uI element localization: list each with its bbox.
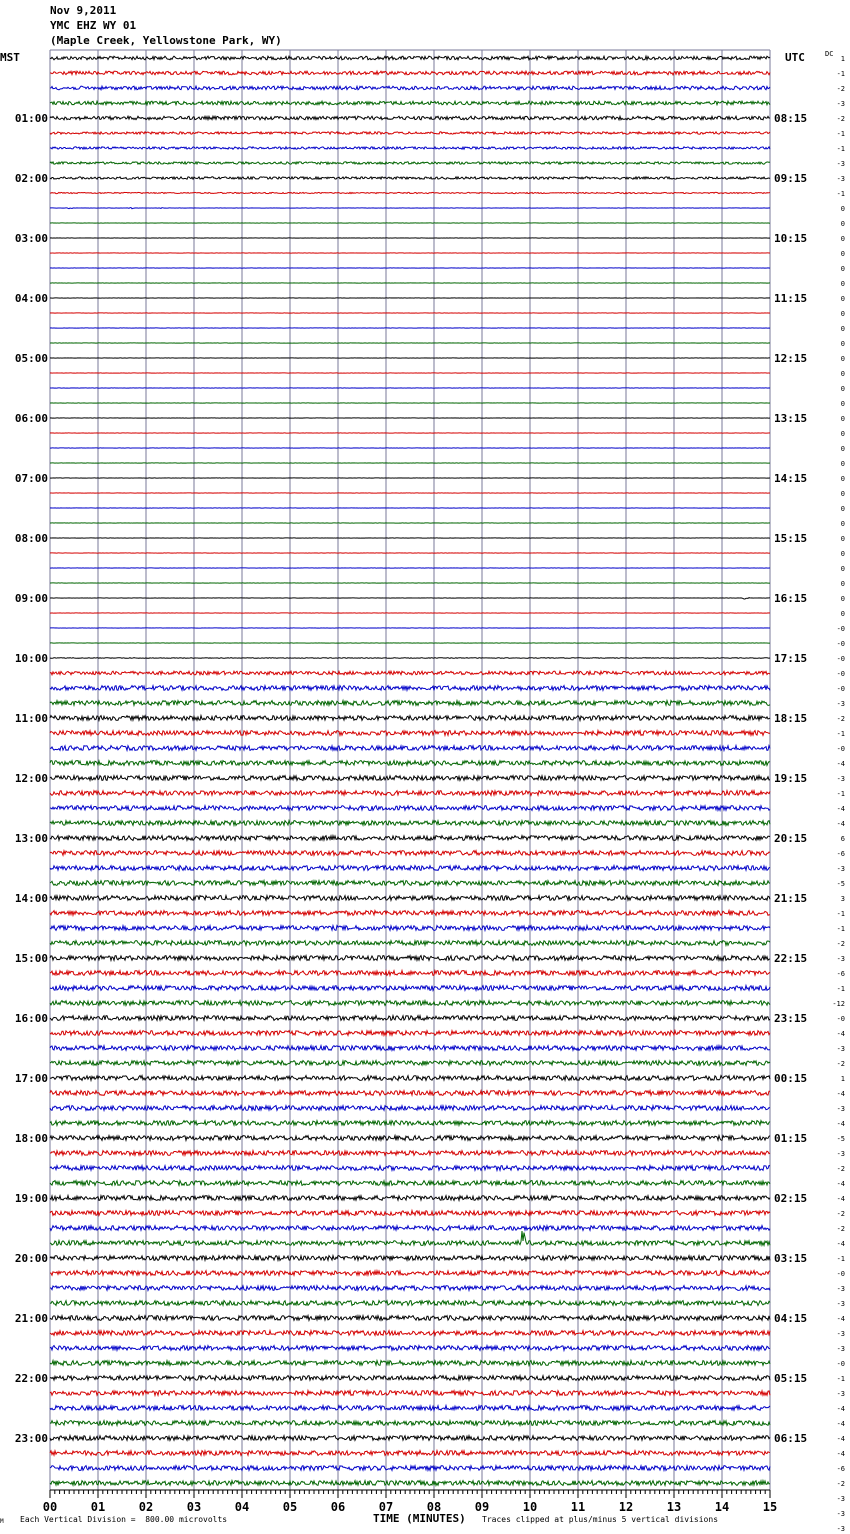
x-tick-label: 09: [474, 1500, 490, 1514]
seismic-trace: [50, 941, 770, 946]
x-tick-label: 14: [714, 1500, 730, 1514]
dc-offset-label: 0: [840, 430, 845, 438]
dc-offset-label: -1: [836, 190, 845, 198]
seismic-trace: [50, 162, 770, 164]
seismic-trace: [50, 1406, 770, 1411]
seismic-trace: [50, 1256, 770, 1261]
seismic-trace: [50, 1151, 770, 1156]
dc-offset-label: -4: [836, 1450, 845, 1458]
dc-offset-label: 0: [840, 400, 845, 408]
seismic-trace: [50, 1301, 770, 1306]
dc-offset-label: -12: [832, 1000, 845, 1008]
dc-offset-label: -3: [836, 1300, 845, 1308]
dc-offset-label: -4: [836, 1180, 845, 1188]
utc-hour-label: 17:15: [774, 652, 808, 665]
station-location: (Maple Creek, Yellowstone Park, WY): [50, 34, 282, 47]
x-tick-label: 08: [426, 1500, 442, 1514]
seismic-trace: [50, 1121, 770, 1126]
utc-hour-label: 03:15: [774, 1252, 808, 1265]
dc-offset-label: -4: [836, 1120, 845, 1128]
mst-hour-label: 06:00: [14, 412, 48, 425]
dc-offset-label: 0: [840, 205, 845, 213]
seismic-trace: [50, 1271, 770, 1276]
dc-offset-label: -3: [836, 160, 845, 168]
seismic-trace: [50, 1091, 770, 1096]
mst-hour-label: 07:00: [14, 472, 48, 485]
seismic-trace: [50, 851, 770, 856]
utc-hour-label: 11:15: [774, 292, 808, 305]
seismic-trace: [50, 1346, 770, 1351]
utc-hour-label: 13:15: [774, 412, 808, 425]
mst-hour-label: 22:00: [14, 1372, 48, 1385]
dc-offset-label: -4: [836, 1090, 845, 1098]
mst-hour-label: 08:00: [14, 532, 48, 545]
dc-offset-label: -3: [836, 1390, 845, 1398]
x-tick-label: 10: [522, 1500, 538, 1514]
seismic-trace: [50, 746, 770, 751]
seismic-trace: [50, 208, 770, 209]
dc-offset-label: -3: [836, 1525, 845, 1533]
utc-hour-label: 18:15: [774, 712, 808, 725]
clip-note: Traces clipped at plus/minus 5 vertical divisions: [482, 1515, 719, 1524]
seismic-trace: [50, 1076, 770, 1081]
x-tick-label: 04: [234, 1500, 250, 1514]
seismic-trace: [50, 1106, 770, 1111]
seismic-trace: [50, 1451, 770, 1456]
mst-hour-label: 09:00: [14, 592, 48, 605]
dc-offset-label: -0: [836, 685, 845, 693]
dc-offset-label: 3: [840, 895, 845, 903]
utc-hour-label: 09:15: [774, 172, 808, 185]
seismic-trace: [50, 716, 770, 721]
seismic-trace: [50, 147, 770, 149]
dc-offset-label: -2: [836, 1225, 845, 1233]
dc-offset-label: -4: [836, 820, 845, 828]
x-tick-label: 05: [282, 1500, 298, 1514]
dc-offset-label: 0: [840, 520, 845, 528]
scale-note: Each Vertical Division = 800.00 microvolts: [20, 1515, 228, 1524]
mst-axis-label: MST: [0, 51, 20, 64]
dc-offset-label: -4: [836, 1030, 845, 1038]
seismic-trace: [50, 1166, 770, 1171]
dc-offset-label: 0: [840, 280, 845, 288]
x-tick-label: 07: [378, 1500, 394, 1514]
dc-offset-label: 0: [840, 355, 845, 363]
seismic-trace: [50, 177, 770, 179]
seismic-trace: [50, 896, 770, 901]
x-tick-label: 15: [762, 1500, 778, 1514]
seismic-trace: [50, 192, 770, 193]
dc-offset-label: 0: [840, 445, 845, 453]
mst-hour-label: 10:00: [14, 652, 48, 665]
utc-hour-label: 23:15: [774, 1012, 808, 1025]
x-axis-title: TIME (MINUTES): [373, 1512, 466, 1525]
utc-hour-label: 04:15: [774, 1312, 808, 1325]
seismic-trace: [50, 1136, 770, 1141]
mst-hour-label: 14:00: [14, 892, 48, 905]
dc-offset-label: 1: [840, 55, 845, 63]
dc-offset-label: -3: [836, 1495, 845, 1503]
seismic-trace: [50, 1436, 770, 1441]
seismic-trace: [50, 1061, 770, 1066]
station-code: YMC EHZ WY 01: [50, 19, 137, 32]
dc-offset-label: 0: [840, 505, 845, 513]
mst-hour-label: 12:00: [14, 772, 48, 785]
dc-offset-label: -1: [836, 130, 845, 138]
seismic-trace: [50, 866, 770, 871]
seismic-trace: [50, 986, 770, 991]
dc-offset-label: -3: [836, 1285, 845, 1293]
dc-offset-label: 0: [840, 295, 845, 303]
dc-offset-label: 0: [840, 325, 845, 333]
utc-hour-label: 12:15: [774, 352, 808, 365]
seismic-trace: [50, 1211, 770, 1216]
dc-offset-label: -0: [836, 1270, 845, 1278]
dc-offset-label: -0: [836, 745, 845, 753]
seismic-trace: [50, 132, 770, 134]
dc-offset-label: -3: [836, 1105, 845, 1113]
seismic-trace: [50, 821, 770, 826]
dc-offset-label: 0: [840, 265, 845, 273]
dc-offset-label: -1: [836, 925, 845, 933]
utc-hour-label: 14:15: [774, 472, 808, 485]
dc-offset-label: 0: [840, 310, 845, 318]
mst-hour-label: 16:00: [14, 1012, 48, 1025]
seismic-trace: [50, 1001, 770, 1006]
seismic-trace: [50, 1046, 770, 1051]
dc-offset-label: -4: [836, 1315, 845, 1323]
seismic-trace: [50, 71, 770, 75]
mst-hour-label: 04:00: [14, 292, 48, 305]
dc-offset-label: 0: [840, 250, 845, 258]
dc-offset-label: -3: [836, 1150, 845, 1158]
seismic-trace: [50, 731, 770, 736]
dc-offset-label: -1: [836, 1375, 845, 1383]
seismic-trace: [50, 1376, 770, 1381]
mst-hour-label: 13:00: [14, 832, 48, 845]
dc-offset-label: 0: [840, 550, 845, 558]
dc-offset-label: -3: [836, 100, 845, 108]
dc-offset-label: -4: [836, 1405, 845, 1413]
dc-offset-label: 0: [840, 460, 845, 468]
dc-label: DC: [825, 50, 834, 58]
seismic-trace: [50, 1231, 770, 1245]
dc-offset-label: 0: [840, 415, 845, 423]
mst-hour-label: 18:00: [14, 1132, 48, 1145]
plot-date: Nov 9,2011: [50, 4, 117, 17]
mst-hour-label: 19:00: [14, 1192, 48, 1205]
seismic-trace: [50, 1016, 770, 1021]
dc-offset-label: -1: [836, 790, 845, 798]
dc-offset-label: 0: [840, 235, 845, 243]
dc-offset-label: -2: [836, 85, 845, 93]
seismic-trace: [50, 1331, 770, 1336]
seismic-trace: [50, 671, 770, 675]
seismic-trace: [50, 911, 770, 916]
x-tick-label: 06: [330, 1500, 346, 1514]
seismic-trace: [50, 1316, 770, 1321]
dc-offset-label: -6: [836, 970, 845, 978]
dc-offset-label: -1: [836, 145, 845, 153]
mst-hour-label: 01:00: [14, 112, 48, 125]
x-tick-label: 00: [42, 1500, 58, 1514]
dc-offset-label: -4: [836, 1195, 845, 1203]
utc-hour-label: 16:15: [774, 592, 808, 605]
seismic-trace: [50, 761, 770, 766]
dc-offset-label: 0: [840, 490, 845, 498]
dc-offset-label: 6: [840, 835, 845, 843]
mst-hour-label: 03:00: [14, 232, 48, 245]
dc-offset-label: -2: [836, 115, 845, 123]
dc-offset-label: -3: [836, 865, 845, 873]
mst-hour-label: 15:00: [14, 952, 48, 965]
seismic-trace: [50, 1226, 770, 1231]
seismic-trace: [50, 1421, 770, 1426]
dc-offset-label: -2: [836, 1165, 845, 1173]
dc-offset-label: 0: [840, 220, 845, 228]
x-tick-label: 02: [138, 1500, 154, 1514]
utc-axis-label: UTC: [785, 51, 805, 64]
dc-offset-label: -3: [836, 1330, 845, 1338]
seismic-trace: [50, 971, 770, 976]
dc-offset-label: -1: [836, 1255, 845, 1263]
dc-offset-label: -0: [836, 1015, 845, 1023]
utc-hour-label: 20:15: [774, 832, 808, 845]
dc-offset-label: -4: [836, 760, 845, 768]
dc-offset-label: 0: [840, 610, 845, 618]
dc-offset-label: -0: [836, 625, 845, 633]
seismic-trace: [50, 806, 770, 811]
mst-hour-label: 11:00: [14, 712, 48, 725]
seismic-trace: [50, 1361, 770, 1366]
seismic-trace: [50, 1466, 770, 1471]
mst-hour-label: 21:00: [14, 1312, 48, 1325]
seismic-trace: [50, 86, 770, 90]
seismic-trace: [50, 701, 770, 706]
seismic-trace: [50, 1031, 770, 1036]
seismic-trace: [50, 956, 770, 961]
seismic-trace: [50, 1391, 770, 1396]
seismic-trace: [50, 926, 770, 931]
utc-hour-label: 01:15: [774, 1132, 808, 1145]
dc-offset-label: -4: [836, 805, 845, 813]
dc-offset-label: -2: [836, 1480, 845, 1488]
dc-offset-label: 1: [840, 1075, 845, 1083]
dc-offset-label: -0: [836, 670, 845, 678]
dc-offset-label: -3: [836, 175, 845, 183]
mst-hour-label: 17:00: [14, 1072, 48, 1085]
dc-offset-label: -5: [836, 1135, 845, 1143]
dc-offset-label: 0: [840, 580, 845, 588]
dc-offset-label: -4: [836, 1240, 845, 1248]
dc-offset-label: 0: [840, 340, 845, 348]
seismic-trace: [50, 1481, 770, 1486]
seismic-trace: [50, 658, 770, 659]
dc-offset-label: -3: [836, 955, 845, 963]
utc-hour-label: 22:15: [774, 952, 808, 965]
utc-hour-label: 15:15: [774, 532, 808, 545]
dc-offset-label: -5: [836, 880, 845, 888]
dc-offset-label: -0: [836, 1360, 845, 1368]
dc-offset-label: 0: [840, 595, 845, 603]
dc-offset-label: -0: [836, 640, 845, 648]
dc-offset-label: -6: [836, 1465, 845, 1473]
dc-offset-label: -1: [836, 70, 845, 78]
utc-hour-label: 06:15: [774, 1432, 808, 1445]
dc-offset-label: -2: [836, 1060, 845, 1068]
seismic-trace: [50, 101, 770, 105]
dc-offset-label: -2: [836, 940, 845, 948]
dc-offset-label: -3: [836, 1045, 845, 1053]
seismic-trace: [50, 1196, 770, 1201]
x-tick-label: 03: [186, 1500, 202, 1514]
dc-offset-label: -2: [836, 1210, 845, 1218]
seismic-trace: [50, 116, 770, 120]
dc-offset-label: -3: [836, 1345, 845, 1353]
seismic-trace: [50, 776, 770, 781]
dc-offset-label: -1: [836, 730, 845, 738]
dc-offset-label: 0: [840, 475, 845, 483]
dc-offset-label: -3: [836, 775, 845, 783]
seismic-trace: [50, 791, 770, 796]
x-tick-label: 13: [666, 1500, 682, 1514]
seismic-trace: [50, 881, 770, 886]
seismic-trace: [50, 836, 770, 841]
seismic-trace: [50, 56, 770, 60]
utc-hour-label: 08:15: [774, 112, 808, 125]
x-tick-label: 01: [90, 1500, 106, 1514]
x-tick-label: 12: [618, 1500, 634, 1514]
dc-offset-label: -0: [836, 655, 845, 663]
dc-offset-label: -3: [836, 1510, 845, 1518]
mst-hour-label: 23:00: [14, 1432, 48, 1445]
dc-offset-label: 0: [840, 535, 845, 543]
dc-offset-label: 0: [840, 385, 845, 393]
utc-hour-label: 21:15: [774, 892, 808, 905]
dc-offset-label: 0: [840, 370, 845, 378]
utc-hour-label: 00:15: [774, 1072, 808, 1085]
dc-offset-label: -3: [836, 700, 845, 708]
utc-hour-label: 19:15: [774, 772, 808, 785]
dc-offset-label: -1: [836, 910, 845, 918]
mst-hour-label: 05:00: [14, 352, 48, 365]
mst-hour-label: 20:00: [14, 1252, 48, 1265]
seismic-trace: [50, 1181, 770, 1186]
dc-offset-label: -1: [836, 985, 845, 993]
dc-offset-label: -4: [836, 1435, 845, 1443]
x-tick-label: 11: [570, 1500, 586, 1514]
utc-hour-label: 05:15: [774, 1372, 808, 1385]
seismic-trace: [50, 1286, 770, 1291]
utc-hour-label: 10:15: [774, 232, 808, 245]
seismic-trace: [50, 686, 770, 691]
mst-hour-label: 02:00: [14, 172, 48, 185]
dc-offset-label: -4: [836, 1420, 845, 1428]
dc-offset-label: -2: [836, 715, 845, 723]
seismic-trace: [50, 598, 770, 599]
dc-offset-label: 0: [840, 565, 845, 573]
dc-offset-label: -6: [836, 850, 845, 858]
utc-hour-label: 02:15: [774, 1192, 808, 1205]
corner-mark: M: [0, 1518, 4, 1525]
